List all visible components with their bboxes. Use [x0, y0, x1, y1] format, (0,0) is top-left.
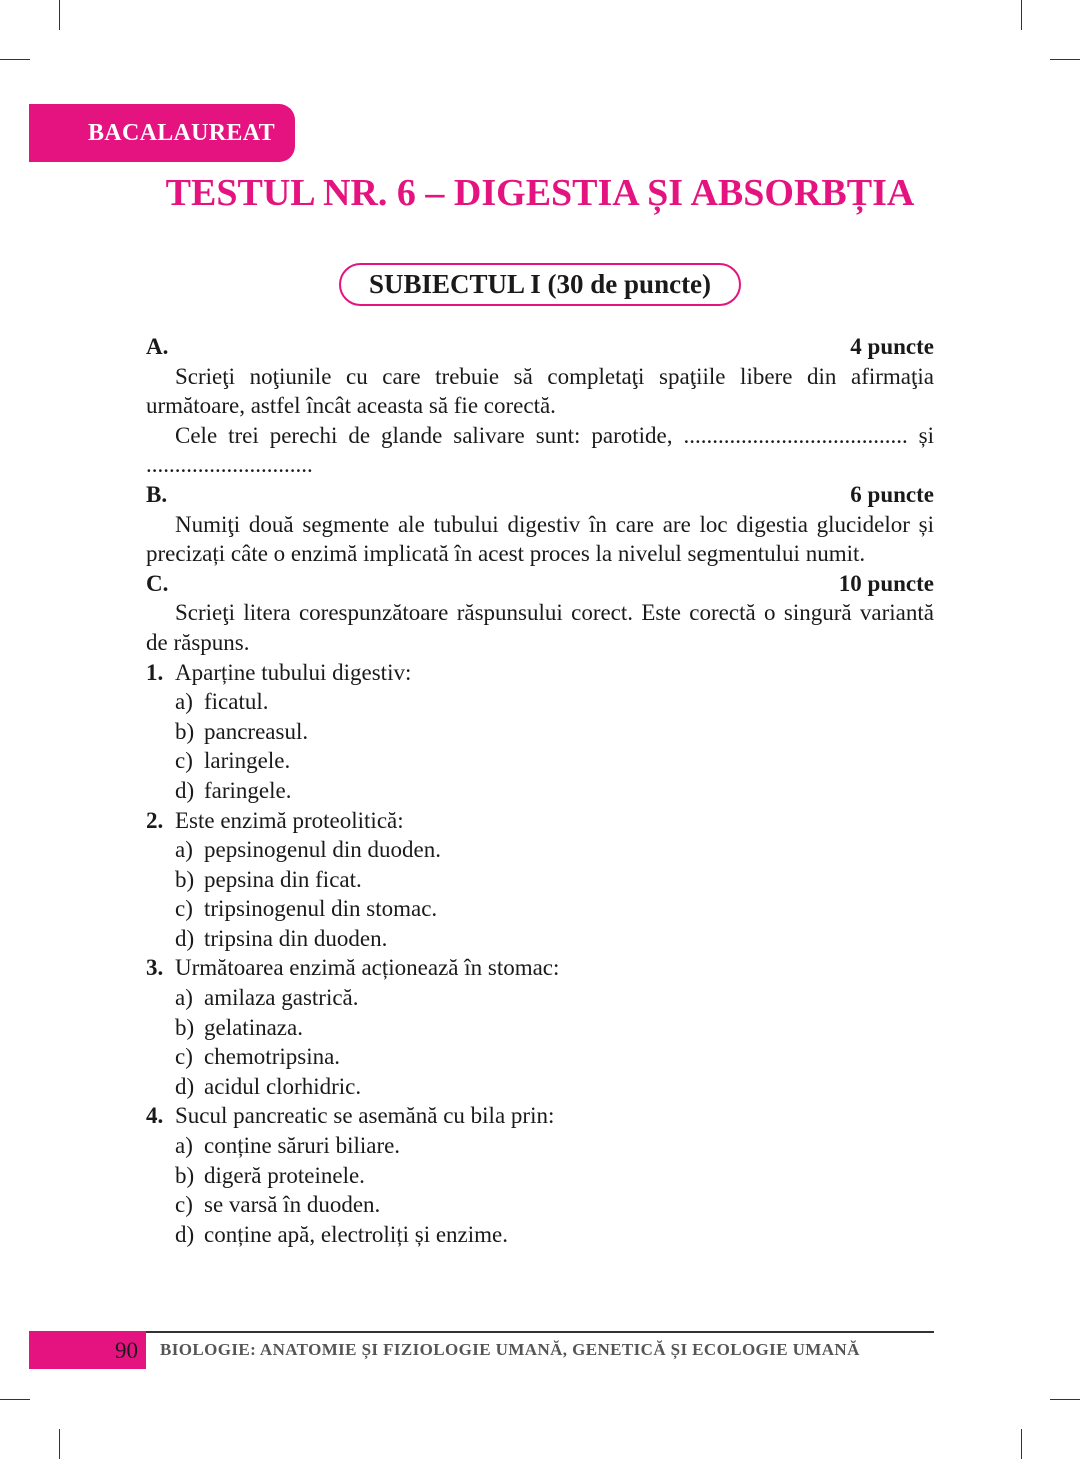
answer-option [146, 835, 934, 865]
option-text: digeră proteinele. [204, 1162, 365, 1188]
option-text: conține săruri biliare. [204, 1133, 401, 1159]
crop-mark [59, 1429, 60, 1459]
option-text: pepsina din ficat. [204, 866, 362, 892]
option-letter: c) [175, 748, 193, 774]
crop-mark [1021, 1429, 1022, 1459]
crop-mark [1050, 1399, 1080, 1400]
answer-option [146, 924, 934, 954]
option-letter: b) [175, 718, 195, 744]
footer-book-title: BIOLOGIE: ANATOMIE ȘI FIZIOLOGIE UMANĂ, GENETICĂ ȘI ECOLOGIE UMANĂ [160, 1340, 860, 1359]
answer-option [146, 1072, 934, 1102]
question-text: Aparține tubului digestiv: [175, 659, 412, 685]
section-c-header [146, 569, 934, 599]
section-a-points: 4 puncte [850, 334, 934, 359]
option-letter: c) [175, 896, 193, 922]
option-text: tripsina din duoden. [204, 925, 388, 951]
crop-mark [1021, 0, 1022, 30]
option-text: tripsinogenul din stomac. [204, 896, 438, 922]
crop-mark [0, 59, 30, 60]
option-letter: d) [175, 777, 195, 803]
section-tab: BACALAUREAT [29, 104, 295, 162]
option-letter: a) [175, 689, 193, 715]
crop-mark [59, 0, 60, 30]
option-letter: a) [175, 985, 193, 1011]
option-text: pancreasul. [204, 718, 309, 744]
answer-option [146, 1131, 934, 1161]
option-letter: d) [175, 1221, 195, 1247]
section-c-label: C. [146, 570, 169, 596]
answer-option [146, 1161, 934, 1191]
question-number: 4. [146, 1103, 164, 1129]
option-letter: d) [175, 925, 195, 951]
question [146, 1101, 934, 1131]
answer-option [146, 894, 934, 924]
question-number: 3. [146, 955, 164, 981]
question-text: Sucul pancreatic se asemănă cu bila prin: [175, 1103, 555, 1129]
option-text: gelatinaza. [204, 1014, 303, 1040]
option-letter: b) [175, 1014, 195, 1040]
option-letter: a) [175, 1133, 193, 1159]
option-letter: c) [175, 1044, 193, 1070]
question [146, 806, 934, 836]
option-letter: d) [175, 1073, 195, 1099]
option-text: laringele. [204, 748, 291, 774]
option-letter: a) [175, 837, 193, 863]
question-number: 2. [146, 807, 164, 833]
page-title: TESTUL NR. 6 – DIGESTIA ȘI ABSORBȚIA [165, 172, 915, 214]
answer-option [146, 746, 934, 776]
question-text: Următoarea enzimă acționează în stomac: [175, 955, 560, 981]
option-letter: b) [175, 866, 195, 892]
page-number: 90 [29, 1331, 146, 1369]
option-text: conține apă, electroliți și enzime. [204, 1221, 508, 1247]
question-text: Este enzimă proteolitică: [175, 807, 404, 833]
option-letter: c) [175, 1192, 193, 1218]
crop-mark [1050, 59, 1080, 60]
section-b-header [146, 480, 934, 510]
section-b-instruction: Numiţi două segmente ale tubului digestiv în care are loc digestia glucidelor și precizați câte o enzimă implicată în acest proces la nivelul segmentului numit. [146, 511, 934, 567]
answer-option [146, 1190, 934, 1220]
footer-divider [146, 1331, 934, 1333]
option-text: pepsinogenul din duoden. [204, 837, 441, 863]
option-text: ficatul. [204, 689, 269, 715]
section-b-label: B. [146, 481, 168, 507]
answer-option [146, 776, 934, 806]
answer-option [146, 717, 934, 747]
section-a-label: A. [146, 334, 169, 359]
answer-option [146, 983, 934, 1013]
answer-option [146, 1220, 934, 1250]
test-content [146, 332, 934, 1249]
answer-option [146, 1042, 934, 1072]
option-letter: b) [175, 1162, 195, 1188]
section-a-header [146, 332, 934, 362]
question [146, 658, 934, 688]
answer-option [146, 687, 934, 717]
question [146, 953, 934, 983]
answer-option [146, 1013, 934, 1043]
crop-mark [0, 1399, 30, 1400]
answer-option [146, 865, 934, 895]
section-a-instruction: Scrieţi noţiunile cu care trebuie să completaţi spaţiile libere din afirmaţia următoare, astfel încât aceasta să fie corectă. [146, 363, 934, 419]
option-text: chemotripsina. [204, 1044, 341, 1070]
section-c-instruction: Scrieţi litera corespunzătoare răspunsului corect. Este corectă o singură variantă de răspuns. [146, 600, 934, 655]
section-a-statement: Cele trei perechi de glande salivare sunt: parotide, ....................................... și ............................. [146, 422, 934, 478]
option-text: se varsă în duoden. [204, 1192, 381, 1218]
option-text: amilaza gastrică. [204, 985, 359, 1011]
option-text: faringele. [204, 777, 292, 803]
question-number: 1. [146, 659, 164, 685]
section-c-points: 10 puncte [838, 570, 934, 596]
section-b-points: 6 puncte [850, 481, 934, 507]
option-text: acidul clorhidric. [204, 1073, 362, 1099]
subject-heading: SUBIECTUL I (30 de puncte) [339, 263, 741, 306]
